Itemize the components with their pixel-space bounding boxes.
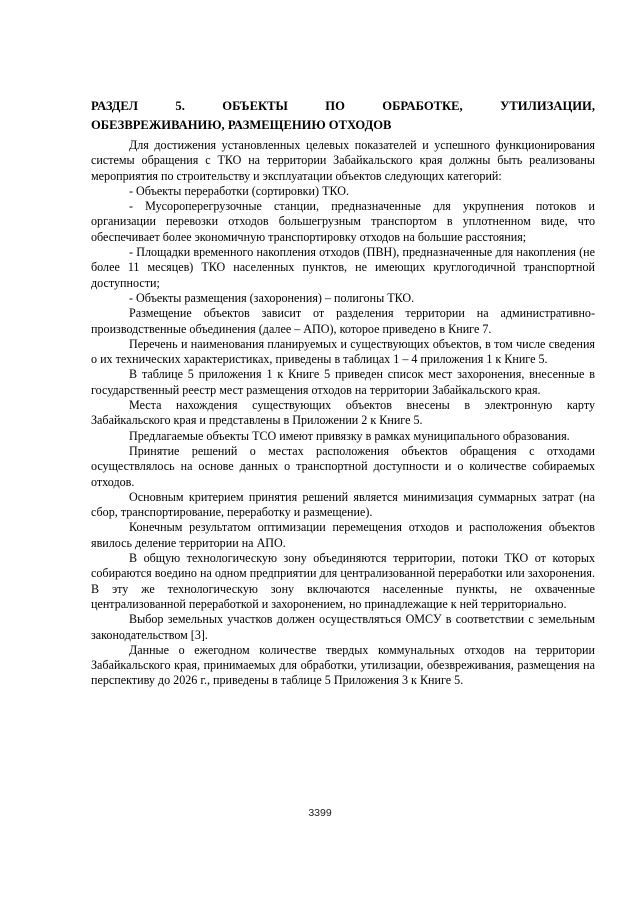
section-heading-line-1: РАЗДЕЛ 5. ОБЪЕКТЫ ПО ОБРАБОТКЕ, УТИЛИЗАЦИИ,	[91, 99, 595, 113]
paragraph: В таблице 5 приложения 1 к Книге 5 приведен список мест захоронения, внесенные в государственный реестр мест размещения отходов на территории Забайкальского края.	[91, 367, 595, 397]
section-body	[91, 138, 595, 689]
paragraph-intro: Для достижения установленных целевых показателей и успешного функционирования системы обращения с ТКО на территории Забайкальского края должны быть реализованы мероприятия по строительству и эксплуатации объектов следующих категорий:	[91, 138, 595, 183]
paragraph: Конечным результатом оптимизации перемещения отходов и расположения объектов явилось деление территории на АПО.	[91, 520, 595, 550]
paragraph: Принятие решений о местах расположения объектов обращения с отходами осуществлялось на основе данных о транспортной доступности и о количестве собираемых отходов.	[91, 443, 595, 489]
list-item: - Объекты переработки (сортировки) ТКО.	[129, 183, 349, 198]
paragraph: Данные о ежегодном количестве твердых коммунальных отходов на территории Забайкальского края, принимаемых для обработки, утилизации, обезвреживания, размещения на перспективу до 2026 г., приведены в таблице 5 Приложения 3 к Книге 5.	[91, 642, 595, 688]
paragraph: Перечень и наименования планируемых и существующих объектов, в том числе сведения о их технических характеристиках, приведены в таблицах 1 – 4 приложения 1 к Книге 5.	[91, 336, 595, 367]
list-item: - Площадки временного накопления отходов (ПВН), предназначенные для накопления (не более 11 месяцев) ТКО населенных пунктов, не имеющих круглогодичной транспортной доступности;	[91, 245, 595, 290]
section-heading-line-2: ОБЕЗВРЕЖИВАНИЮ, РАЗМЕЩЕНИЮ ОТХОДОВ	[91, 118, 392, 132]
paragraph: Места нахождения существующих объектов внесены в электронную карту Забайкальского края и представлены в Приложении 2 к Книге 5.	[91, 398, 595, 428]
paragraph: Выбор земельных участков должен осуществляться ОМСУ в соответствии с земельным законодательством [3].	[91, 612, 595, 642]
paragraph: Основным критерием принятия решений является минимизация суммарных затрат (на сбор, транспортирование, переработку и размещение).	[91, 489, 595, 520]
list-item: - Мусороперегрузочные станции, предназначенные для укрупнения потоков и организации перевозки отходов большегрузным транспортом в уплотненном виде, что обеспечивает более экономичную транспортировку отходов на большие расстояния;	[91, 199, 595, 244]
section-heading	[91, 97, 595, 135]
page-number: 3399	[308, 807, 332, 819]
paragraph: Предлагаемые объекты ТСО имеют привязку в рамках муниципального образования.	[129, 428, 570, 443]
list-item: - Объекты размещения (захоронения) – полигоны ТКО.	[129, 290, 415, 305]
paragraph: В общую технологическую зону объединяются территории, потоки ТКО от которых собираются воедино на одном предприятии для централизованной переработки или захоронения. В эту же технологическую зону включаются населенные пункты, не охваченные централизованной переработкой и захоронением, но принадлежащие к ней территориально.	[91, 551, 595, 611]
paragraph: Размещение объектов зависит от разделения территории на административно-производственные объединения (далее – АПО), которое приведено в Книге 7.	[91, 306, 595, 336]
